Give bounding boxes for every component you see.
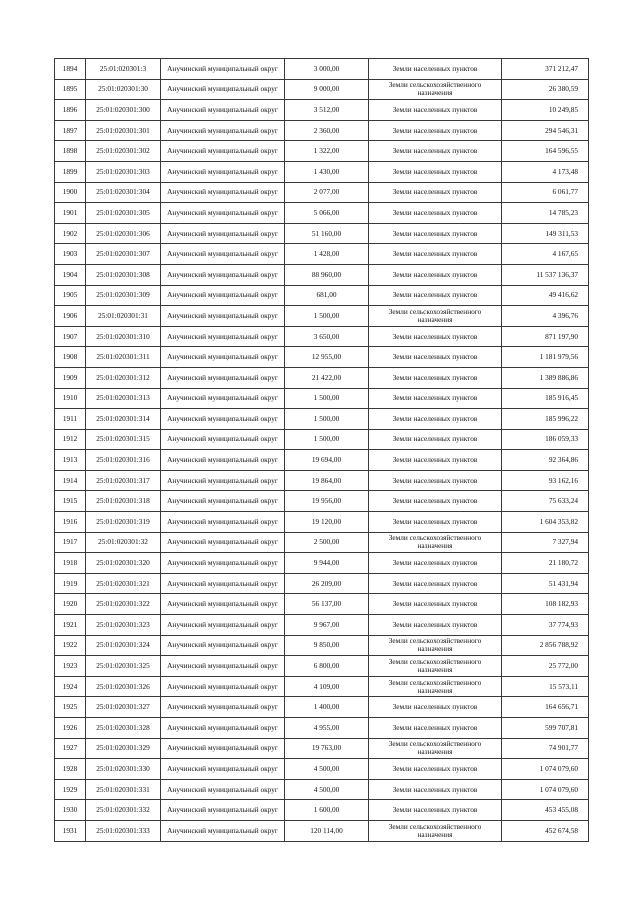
area-cell: 56 137,00 (285, 594, 369, 615)
cadastral-value-cell: 21 180,72 (502, 553, 589, 574)
land-category-cell: Земли населенных пунктов (369, 347, 502, 368)
land-category-cell: Земли населенных пунктов (369, 223, 502, 244)
area-cell: 51 160,00 (285, 223, 369, 244)
row-number-cell: 1919 (55, 573, 86, 594)
land-category-cell: Земли населенных пунктов (369, 409, 502, 430)
land-category-cell: Земли населенных пунктов (369, 759, 502, 780)
table-row (55, 326, 589, 347)
cadastral-value-cell: 164 656,71 (502, 697, 589, 718)
district-cell: Анучинский муниципальный округ (161, 409, 285, 430)
row-number-cell: 1908 (55, 347, 86, 368)
table-row (55, 656, 589, 677)
table-row (55, 264, 589, 285)
land-category-cell: Земли населенных пунктов (369, 244, 502, 265)
area-cell: 1 500,00 (285, 409, 369, 430)
cadastral-number-cell: 25:01:020301:314 (86, 409, 161, 430)
cadastral-value-cell: 871 197,90 (502, 326, 589, 347)
area-cell: 9 850,00 (285, 635, 369, 656)
cadastral-value-cell: 452 674,58 (502, 820, 589, 841)
cadastral-number-cell: 25:01:020301:315 (86, 429, 161, 450)
area-cell: 2 500,00 (285, 532, 369, 553)
row-number-cell: 1894 (55, 59, 86, 80)
district-cell: Анучинский муниципальный округ (161, 532, 285, 553)
table-row (55, 367, 589, 388)
cadastral-number-cell: 25:01:020301:302 (86, 141, 161, 162)
cadastral-value-cell: 11 537 136,37 (502, 264, 589, 285)
area-cell: 19 694,00 (285, 450, 369, 471)
cadastral-number-cell: 25:01:020301:32 (86, 532, 161, 553)
cadastral-number-cell: 25:01:020301:319 (86, 512, 161, 533)
row-number-cell: 1921 (55, 615, 86, 636)
cadastral-number-cell: 25:01:020301:318 (86, 491, 161, 512)
cadastral-value-cell: 7 327,94 (502, 532, 589, 553)
land-category-cell: Земли населенных пунктов (369, 800, 502, 821)
table-row (55, 429, 589, 450)
land-category-cell: Земли населенных пунктов (369, 615, 502, 636)
table-row (55, 388, 589, 409)
cadastral-value-cell: 1 074 079,60 (502, 779, 589, 800)
cadastral-value-cell: 10 249,85 (502, 100, 589, 121)
cadastral-number-cell: 25:01:020301:324 (86, 635, 161, 656)
land-category-cell: Земли сельскохозяйственного назначения (369, 820, 502, 841)
table-row (55, 491, 589, 512)
land-category-cell: Земли населенных пунктов (369, 491, 502, 512)
district-cell: Анучинский муниципальный округ (161, 100, 285, 121)
cadastral-value-cell: 4 396,76 (502, 306, 589, 327)
cadastral-number-cell: 25:01:020301:306 (86, 223, 161, 244)
cadastral-value-cell: 371 212,47 (502, 59, 589, 80)
row-number-cell: 1897 (55, 120, 86, 141)
cadastral-number-cell: 25:01:020301:329 (86, 738, 161, 759)
district-cell: Анучинский муниципальный округ (161, 656, 285, 677)
row-number-cell: 1896 (55, 100, 86, 121)
cadastral-number-cell: 25:01:020301:30 (86, 79, 161, 100)
district-cell: Анучинский муниципальный округ (161, 512, 285, 533)
row-number-cell: 1902 (55, 223, 86, 244)
cadastral-number-cell: 25:01:020301:300 (86, 100, 161, 121)
cadastral-value-cell: 453 455,08 (502, 800, 589, 821)
district-cell: Анучинский муниципальный округ (161, 697, 285, 718)
area-cell: 9 000,00 (285, 79, 369, 100)
area-cell: 4 955,00 (285, 718, 369, 739)
district-cell: Анучинский муниципальный округ (161, 285, 285, 306)
area-cell: 4 500,00 (285, 759, 369, 780)
area-cell: 6 800,00 (285, 656, 369, 677)
table-row (55, 161, 589, 182)
cadastral-number-cell: 25:01:020301:307 (86, 244, 161, 265)
land-category-cell: Земли населенных пунктов (369, 182, 502, 203)
area-cell: 4 109,00 (285, 676, 369, 697)
area-cell: 9 944,00 (285, 553, 369, 574)
district-cell: Анучинский муниципальный округ (161, 120, 285, 141)
cadastral-number-cell: 25:01:020301:308 (86, 264, 161, 285)
land-category-cell: Земли населенных пунктов (369, 141, 502, 162)
cadastral-value-cell: 1 604 353,82 (502, 512, 589, 533)
row-number-cell: 1916 (55, 512, 86, 533)
cadastral-value-cell: 92 364,86 (502, 450, 589, 471)
area-cell: 1 400,00 (285, 697, 369, 718)
row-number-cell: 1904 (55, 264, 86, 285)
cadastral-number-cell: 25:01:020301:303 (86, 161, 161, 182)
table-row (55, 409, 589, 430)
row-number-cell: 1898 (55, 141, 86, 162)
district-cell: Анучинский муниципальный округ (161, 326, 285, 347)
table-row (55, 470, 589, 491)
district-cell: Анучинский муниципальный округ (161, 800, 285, 821)
land-category-cell: Земли населенных пунктов (369, 100, 502, 121)
table-row (55, 553, 589, 574)
area-cell: 19 956,00 (285, 491, 369, 512)
table-row (55, 800, 589, 821)
district-cell: Анучинский муниципальный округ (161, 223, 285, 244)
land-category-cell: Земли населенных пунктов (369, 450, 502, 471)
land-category-cell: Земли сельскохозяйственного назначения (369, 656, 502, 677)
land-category-cell: Земли населенных пунктов (369, 367, 502, 388)
table-row (55, 718, 589, 739)
table-row (55, 615, 589, 636)
area-cell: 1 428,00 (285, 244, 369, 265)
district-cell: Анучинский муниципальный округ (161, 59, 285, 80)
cadastral-value-cell: 1 181 979,56 (502, 347, 589, 368)
table-row (55, 285, 589, 306)
area-cell: 681,00 (285, 285, 369, 306)
cadastral-value-cell: 1 074 079,60 (502, 759, 589, 780)
area-cell: 12 955,00 (285, 347, 369, 368)
cadastral-number-cell: 25:01:020301:305 (86, 203, 161, 224)
cadastral-number-cell: 25:01:020301:323 (86, 615, 161, 636)
land-category-cell: Земли населенных пунктов (369, 594, 502, 615)
cadastral-value-cell: 25 772,00 (502, 656, 589, 677)
cadastral-value-cell: 186 059,33 (502, 429, 589, 450)
row-number-cell: 1926 (55, 718, 86, 739)
district-cell: Анучинский муниципальный округ (161, 182, 285, 203)
cadastral-number-cell: 25:01:020301:320 (86, 553, 161, 574)
area-cell: 19 763,00 (285, 738, 369, 759)
table-row (55, 450, 589, 471)
cadastral-value-cell: 108 182,93 (502, 594, 589, 615)
area-cell: 9 967,00 (285, 615, 369, 636)
cadastral-number-cell: 25:01:020301:313 (86, 388, 161, 409)
cadastral-value-cell: 14 785,23 (502, 203, 589, 224)
area-cell: 1 500,00 (285, 429, 369, 450)
area-cell: 21 422,00 (285, 367, 369, 388)
district-cell: Анучинский муниципальный округ (161, 718, 285, 739)
row-number-cell: 1909 (55, 367, 86, 388)
area-cell: 4 500,00 (285, 779, 369, 800)
land-category-cell: Земли населенных пунктов (369, 264, 502, 285)
area-cell: 1 600,00 (285, 800, 369, 821)
area-cell: 1 430,00 (285, 161, 369, 182)
land-category-cell: Земли сельскохозяйственного назначения (369, 532, 502, 553)
row-number-cell: 1910 (55, 388, 86, 409)
row-number-cell: 1903 (55, 244, 86, 265)
row-number-cell: 1920 (55, 594, 86, 615)
cadastral-number-cell: 25:01:020301:321 (86, 573, 161, 594)
area-cell: 1 322,00 (285, 141, 369, 162)
table-row (55, 594, 589, 615)
district-cell: Анучинский муниципальный округ (161, 553, 285, 574)
row-number-cell: 1922 (55, 635, 86, 656)
district-cell: Анучинский муниципальный округ (161, 820, 285, 841)
land-category-cell: Земли населенных пунктов (369, 573, 502, 594)
row-number-cell: 1906 (55, 306, 86, 327)
land-category-cell: Земли населенных пунктов (369, 718, 502, 739)
cadastral-value-cell: 51 431,94 (502, 573, 589, 594)
district-cell: Анучинский муниципальный округ (161, 491, 285, 512)
cadastral-number-cell: 25:01:020301:311 (86, 347, 161, 368)
table-row (55, 182, 589, 203)
table-body (55, 59, 589, 842)
table-row (55, 347, 589, 368)
area-cell: 26 209,00 (285, 573, 369, 594)
land-category-cell: Земли населенных пунктов (369, 203, 502, 224)
cadastral-value-cell: 4 173,48 (502, 161, 589, 182)
area-cell: 5 066,00 (285, 203, 369, 224)
cadastral-value-cell: 599 707,81 (502, 718, 589, 739)
cadastral-number-cell: 25:01:020301:331 (86, 779, 161, 800)
row-number-cell: 1931 (55, 820, 86, 841)
land-category-cell: Земли населенных пунктов (369, 388, 502, 409)
table-row (55, 244, 589, 265)
cadastral-number-cell: 25:01:020301:3 (86, 59, 161, 80)
district-cell: Анучинский муниципальный округ (161, 429, 285, 450)
land-category-cell: Земли населенных пунктов (369, 470, 502, 491)
row-number-cell: 1901 (55, 203, 86, 224)
land-category-cell: Земли сельскохозяйственного назначения (369, 79, 502, 100)
row-number-cell: 1924 (55, 676, 86, 697)
cadastral-value-cell: 15 573,11 (502, 676, 589, 697)
land-category-cell: Земли сельскохозяйственного назначения (369, 738, 502, 759)
district-cell: Анучинский муниципальный округ (161, 141, 285, 162)
cadastral-number-cell: 25:01:020301:325 (86, 656, 161, 677)
cadastral-value-cell: 49 416,62 (502, 285, 589, 306)
district-cell: Анучинский муниципальный округ (161, 347, 285, 368)
table-row (55, 738, 589, 759)
cadastral-number-cell: 25:01:020301:310 (86, 326, 161, 347)
table-row (55, 306, 589, 327)
land-category-cell: Земли сельскохозяйственного назначения (369, 635, 502, 656)
land-category-cell: Земли населенных пунктов (369, 697, 502, 718)
land-category-cell: Земли населенных пунктов (369, 120, 502, 141)
area-cell: 3 650,00 (285, 326, 369, 347)
land-category-cell: Земли сельскохозяйственного назначения (369, 676, 502, 697)
cadastral-number-cell: 25:01:020301:309 (86, 285, 161, 306)
cadastral-value-cell: 149 311,53 (502, 223, 589, 244)
cadastral-number-cell: 25:01:020301:304 (86, 182, 161, 203)
cadastral-value-cell: 1 389 886,86 (502, 367, 589, 388)
district-cell: Анучинский муниципальный округ (161, 738, 285, 759)
land-category-cell: Земли населенных пунктов (369, 285, 502, 306)
area-cell: 19 864,00 (285, 470, 369, 491)
row-number-cell: 1900 (55, 182, 86, 203)
row-number-cell: 1899 (55, 161, 86, 182)
district-cell: Анучинский муниципальный округ (161, 203, 285, 224)
land-category-cell: Земли населенных пунктов (369, 512, 502, 533)
row-number-cell: 1928 (55, 759, 86, 780)
row-number-cell: 1913 (55, 450, 86, 471)
table-row (55, 203, 589, 224)
row-number-cell: 1925 (55, 697, 86, 718)
cadastral-number-cell: 25:01:020301:330 (86, 759, 161, 780)
table-row (55, 79, 589, 100)
cadastral-number-cell: 25:01:020301:322 (86, 594, 161, 615)
land-category-cell: Земли населенных пунктов (369, 429, 502, 450)
land-category-cell: Земли населенных пунктов (369, 59, 502, 80)
cadastral-value-cell: 26 380,59 (502, 79, 589, 100)
district-cell: Анучинский муниципальный округ (161, 470, 285, 491)
cadastral-number-cell: 25:01:020301:317 (86, 470, 161, 491)
table-row (55, 223, 589, 244)
row-number-cell: 1929 (55, 779, 86, 800)
row-number-cell: 1923 (55, 656, 86, 677)
district-cell: Анучинский муниципальный округ (161, 759, 285, 780)
land-category-cell: Земли населенных пунктов (369, 326, 502, 347)
table-row (55, 635, 589, 656)
cadastral-number-cell: 25:01:020301:316 (86, 450, 161, 471)
table-row (55, 100, 589, 121)
row-number-cell: 1930 (55, 800, 86, 821)
cadastral-value-cell: 2 856 788,92 (502, 635, 589, 656)
row-number-cell: 1915 (55, 491, 86, 512)
row-number-cell: 1914 (55, 470, 86, 491)
area-cell: 88 960,00 (285, 264, 369, 285)
district-cell: Анучинский муниципальный округ (161, 264, 285, 285)
cadastral-number-cell: 25:01:020301:301 (86, 120, 161, 141)
area-cell: 1 500,00 (285, 306, 369, 327)
cadastral-value-cell: 294 546,31 (502, 120, 589, 141)
district-cell: Анучинский муниципальный округ (161, 635, 285, 656)
cadastral-number-cell: 25:01:020301:326 (86, 676, 161, 697)
cadastral-value-cell: 93 162,16 (502, 470, 589, 491)
land-category-cell: Земли населенных пунктов (369, 553, 502, 574)
cadastral-value-cell: 185 916,45 (502, 388, 589, 409)
cadastral-number-cell: 25:01:020301:333 (86, 820, 161, 841)
land-registry-table (54, 58, 589, 842)
cadastral-number-cell: 25:01:020301:328 (86, 718, 161, 739)
row-number-cell: 1927 (55, 738, 86, 759)
district-cell: Анучинский муниципальный округ (161, 594, 285, 615)
table-row (55, 59, 589, 80)
table-row (55, 512, 589, 533)
district-cell: Анучинский муниципальный округ (161, 779, 285, 800)
land-category-cell: Земли населенных пунктов (369, 161, 502, 182)
table-row (55, 532, 589, 553)
row-number-cell: 1917 (55, 532, 86, 553)
table-row (55, 120, 589, 141)
cadastral-value-cell: 37 774,93 (502, 615, 589, 636)
area-cell: 19 120,00 (285, 512, 369, 533)
cadastral-value-cell: 164 596,55 (502, 141, 589, 162)
district-cell: Анучинский муниципальный округ (161, 306, 285, 327)
cadastral-number-cell: 25:01:020301:332 (86, 800, 161, 821)
table-row (55, 779, 589, 800)
table-row (55, 759, 589, 780)
table-row (55, 141, 589, 162)
area-cell: 1 500,00 (285, 388, 369, 409)
district-cell: Анучинский муниципальный округ (161, 615, 285, 636)
table-row (55, 697, 589, 718)
row-number-cell: 1905 (55, 285, 86, 306)
land-category-cell: Земли населенных пунктов (369, 779, 502, 800)
district-cell: Анучинский муниципальный округ (161, 367, 285, 388)
land-category-cell: Земли сельскохозяйственного назначения (369, 306, 502, 327)
row-number-cell: 1911 (55, 409, 86, 430)
district-cell: Анучинский муниципальный округ (161, 676, 285, 697)
area-cell: 3 000,00 (285, 59, 369, 80)
row-number-cell: 1907 (55, 326, 86, 347)
row-number-cell: 1895 (55, 79, 86, 100)
area-cell: 3 512,00 (285, 100, 369, 121)
district-cell: Анучинский муниципальный округ (161, 161, 285, 182)
district-cell: Анучинский муниципальный округ (161, 573, 285, 594)
district-cell: Анучинский муниципальный округ (161, 79, 285, 100)
area-cell: 2 077,00 (285, 182, 369, 203)
cadastral-value-cell: 6 061,77 (502, 182, 589, 203)
row-number-cell: 1912 (55, 429, 86, 450)
cadastral-value-cell: 185 996,22 (502, 409, 589, 430)
cadastral-number-cell: 25:01:020301:312 (86, 367, 161, 388)
cadastral-value-cell: 75 633,24 (502, 491, 589, 512)
cadastral-value-cell: 4 167,65 (502, 244, 589, 265)
area-cell: 120 114,00 (285, 820, 369, 841)
cadastral-number-cell: 25:01:020301:327 (86, 697, 161, 718)
table-row (55, 820, 589, 841)
cadastral-value-cell: 74 901,77 (502, 738, 589, 759)
row-number-cell: 1918 (55, 553, 86, 574)
table-row (55, 573, 589, 594)
table-row (55, 676, 589, 697)
district-cell: Анучинский муниципальный округ (161, 388, 285, 409)
cadastral-number-cell: 25:01:020301:31 (86, 306, 161, 327)
area-cell: 2 360,00 (285, 120, 369, 141)
district-cell: Анучинский муниципальный округ (161, 244, 285, 265)
district-cell: Анучинский муниципальный округ (161, 450, 285, 471)
